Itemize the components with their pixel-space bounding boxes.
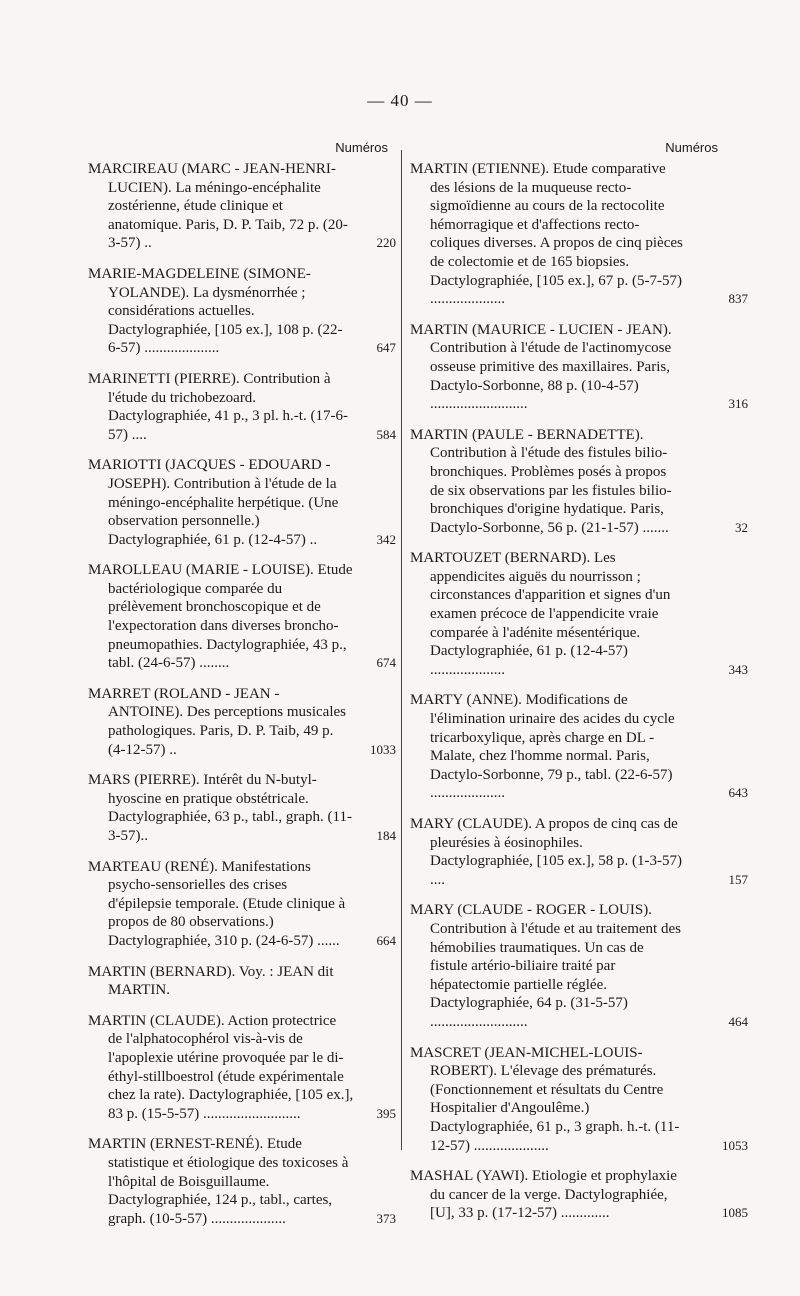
list-item	[88, 858, 396, 951]
list-item	[88, 456, 396, 549]
left-column	[88, 140, 396, 1240]
entry-text: MARCIREAU (MARC - JEAN-HENRI-LUCIEN). La méningo-encéphalite zostérienne, étude clinique et anatomique. Paris, D. P. Taib, 72 p. (20-3-57) ..	[88, 161, 348, 252]
entry-text: MASHAL (YAWI). Etiologie et prophylaxie du cancer de la verge. Dactylographiée, [U], 33 p. (17-12-57) .............	[410, 1168, 677, 1222]
entry-text: MASCRET (JEAN-MICHEL-LOUIS-ROBERT). L'élevage des prématurés. (Fonctionnement et résultats du Centre Hospitalier d'Angoulême.) Dactylographiée, 61 p., 3 graph. h.-t. (11-12-57) ....................	[410, 1044, 680, 1154]
page-number: — 40 —	[367, 91, 433, 110]
entry-text: MARTIN (BERNARD). Voy. : JEAN dit MARTIN.	[88, 963, 334, 999]
entry-text: MARTIN (MAURICE - LUCIEN - JEAN). Contribution à l'étude de l'actinomycose osseuse primitive des maxillaires. Paris, Dactylo-Sorbonne, 88 p. (10-4-57) ..........................	[410, 321, 672, 413]
entry-text: MARTIN (PAULE - BERNADETTE). Contribution à l'étude des fistules bilio-bronchiques. Problèmes posés à propos de six observations par les fistules bilio-bronchiques d'origine hydatique. Paris, Dactylo-Sorbonne, 56 p. (21-1-57) .......	[410, 426, 672, 536]
list-item	[88, 561, 396, 673]
entry-text: MARTIN (CLAUDE). Action protectrice de l'alphatocophérol vis-à-vis de l'apoplexie utérine provoquée par le di-éthyl-stillboestrol (étude expérimentale chez la rate). Dactylographiée, [105 ex.], 83 p. (15-5-57) ..........................	[88, 1012, 354, 1122]
list-item	[88, 1135, 396, 1228]
entry-number: 1085	[722, 1205, 748, 1221]
list-item	[410, 1044, 748, 1156]
entry-number: 664	[376, 932, 396, 948]
entry-number: 343	[728, 661, 748, 677]
entry-text: MARS (PIERRE). Intérêt du N-butyl-hyoscine en pratique obstétricale. Dactylographiée, 63 p., tabl., graph. (11-3-57)..	[88, 772, 352, 844]
list-item	[88, 265, 396, 358]
list-item	[88, 771, 396, 845]
entry-number: 373	[376, 1210, 396, 1226]
list-item	[88, 685, 396, 759]
entry-text: MAROLLEAU (MARIE - LOUISE). Etude bactériologique comparée du prélèvement bronchoscopique et de l'expectoration dans diverses broncho-pneumopathies. Dactylographiée, 43 p., tabl. (24-6-57) ........	[88, 562, 353, 672]
entry-number: 342	[376, 531, 396, 547]
entry-number: 220	[376, 235, 396, 251]
list-item	[88, 160, 396, 253]
entry-number: 674	[376, 655, 396, 671]
list-item	[410, 549, 748, 679]
entry-number: 464	[728, 1013, 748, 1029]
entry-text: MARRET (ROLAND - JEAN - ANTOINE). Des perceptions musicales pathologiques. Paris, D. P. Taib, 49 p. (4-12-57) ..	[88, 685, 346, 758]
entry-text: MARTIN (ERNEST-RENÉ). Etude statistique et étiologique des toxicoses à l'hôpital de Boisguillaume. Dactylographiée, 124 p., tabl., cartes, graph. (10-5-57) ....................	[88, 1136, 349, 1227]
list-item	[88, 963, 388, 1000]
entry-text: MARIOTTI (JACQUES - EDOUARD - JOSEPH). Contribution à l'étude de la méningo-encéphalite herpétique. (Une observation personnelle.) Dactylographiée, 61 p. (12-4-57) ..	[88, 457, 339, 548]
entry-number: 32	[735, 519, 748, 535]
entry-text: MARY (CLAUDE - ROGER - LOUIS). Contribution à l'étude et au traitement des hémobilies traumatiques. Un cas de fistule artério-biliaire traité par hépatectomie partielle réglée. Dactylographiée, 64 p. (31-5-57) ..........................	[410, 902, 681, 1030]
list-item	[410, 901, 748, 1031]
entry-number: 837	[728, 291, 748, 307]
list-item	[88, 370, 396, 444]
list-item	[88, 1012, 396, 1124]
entry-text: MARINETTI (PIERRE). Contribution à l'étude du trichobezoard. Dactylographiée, 41 p., 3 pl. h.-t. (17-6-57) ....	[88, 370, 348, 443]
entry-number: 1053	[722, 1137, 748, 1153]
right-column	[410, 140, 748, 1235]
entry-list	[88, 160, 396, 1228]
entry-text: MARY (CLAUDE). A propos de cinq cas de pleurésies à éosinophiles. Dactylographiée, [105 ex.], 58 p. (1-3-57) ....	[410, 816, 682, 888]
entry-number: 157	[728, 871, 748, 887]
column-divider	[401, 150, 402, 1150]
list-item	[410, 691, 748, 803]
list-item	[410, 1167, 748, 1223]
column-header: Numéros	[335, 140, 388, 155]
entry-number: 584	[376, 426, 396, 442]
entry-number: 184	[376, 828, 396, 843]
entry-number: 316	[728, 396, 748, 412]
entry-number: 647	[376, 340, 396, 356]
entry-text: MARTOUZET (BERNARD). Les appendicites aiguës du nourrisson ; circonstances d'apparition et signes d'un examen précoce de l'appendicite vraie comparée à l'adénite mésentérique. Dactylographiée, 61 p. (12-4-57) ....................	[410, 550, 671, 678]
entry-text: MARTIN (ETIENNE). Etude comparative des lésions de la muqueuse recto-sigmoïdienne au cours de la rectocolite hémorragique et d'affections recto-coliques diverses. A propos de cinq pièces de colectomie et de 165 biopsies. Dactylographiée, [105 ex.], 67 p. (5-7-57) ....................	[410, 161, 683, 308]
list-item	[410, 321, 748, 414]
entry-text: MARIE-MAGDELEINE (SIMONE-YOLANDE). La dysménorrhée ; considérations actuelles. Dactylographiée, [105 ex.], 108 p. (22-6-57) ....................	[88, 265, 343, 357]
entry-number: 1033	[370, 741, 396, 757]
list-item	[410, 815, 748, 889]
entry-number: 643	[728, 785, 748, 801]
list-item	[410, 160, 748, 309]
list-item	[410, 426, 748, 538]
entry-text: MARTEAU (RENÉ). Manifestations psycho-sensorielles des crises d'épilepsie temporale. (Etude clinique à propos de 80 observations.) Dactylographiée, 310 p. (24-6-57) ......	[88, 858, 346, 949]
entry-list	[410, 160, 748, 1223]
entry-number: 395	[376, 1105, 396, 1121]
column-header: Numéros	[665, 140, 718, 155]
entry-text: MARTY (ANNE). Modifications de l'élimination urinaire des acides du cycle tricarboxylique, après charge en DL - Malate, chez l'homme normal. Paris, Dactylo-Sorbonne, 79 p., tabl. (22-6-57) ....................	[410, 692, 675, 802]
